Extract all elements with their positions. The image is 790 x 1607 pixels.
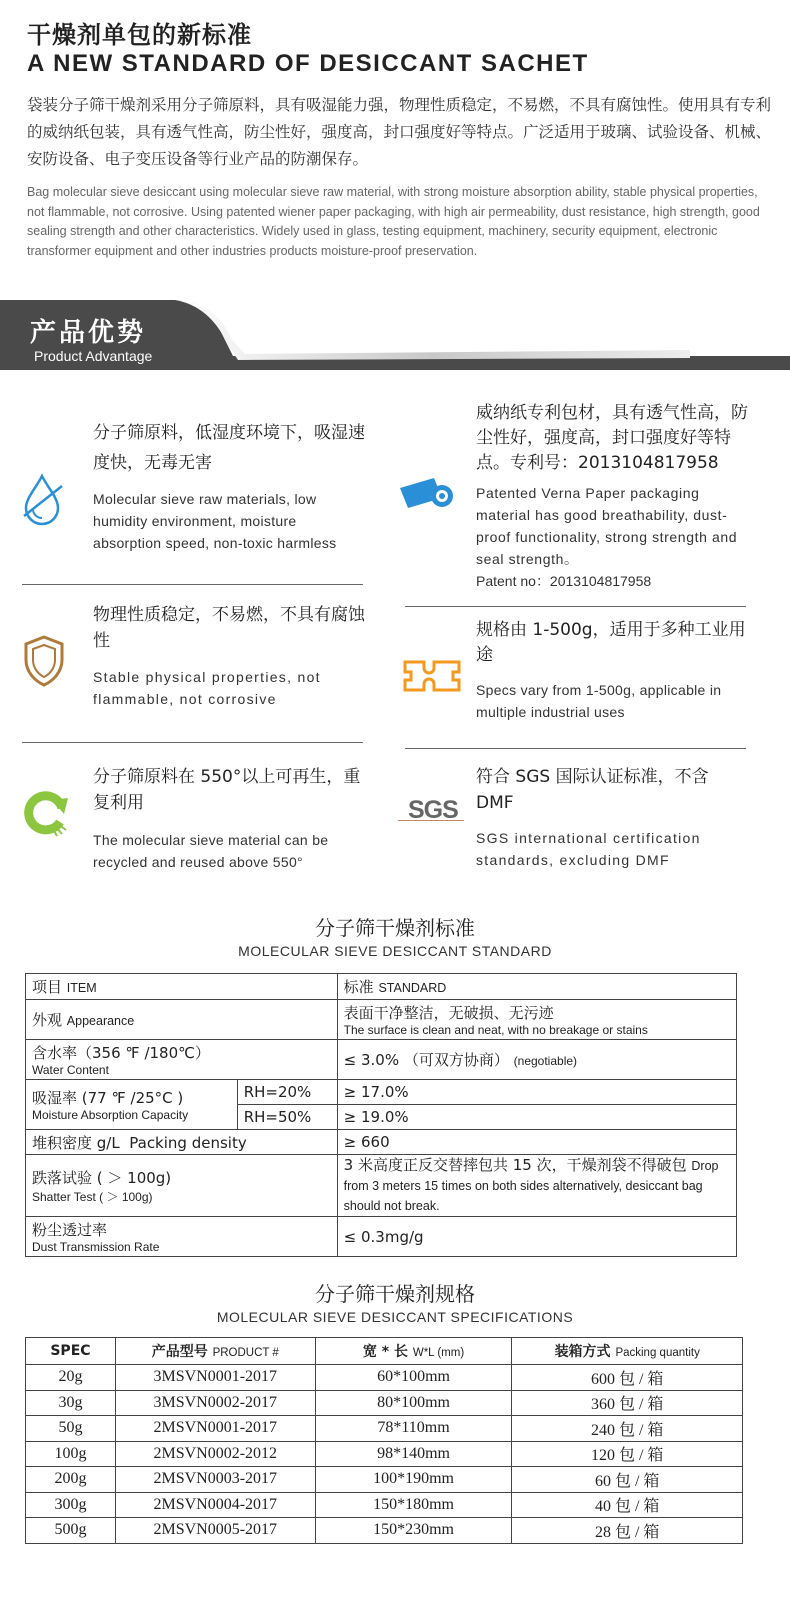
table-header-item: 项目 ITEM [26, 974, 338, 1000]
row-shatter-value: 3 米高度正反交替摔包共 15 次，干燥剂袋不得破包 Drop from 3 meters 15 times on both sides alternatively, desiccant bag should not break. [337, 1155, 736, 1217]
banner-title-cn: 产品优势 [30, 318, 147, 348]
water-drop-icon [20, 472, 66, 528]
standard-title [0, 912, 790, 959]
table-row [26, 974, 737, 1000]
cell-packing: 28 包 / 箱 [512, 1518, 743, 1544]
cell-size: 150*230mm [315, 1518, 512, 1544]
standard-table [25, 973, 737, 1257]
product-advantage-banner [0, 300, 790, 372]
row-appearance-value: 表面干净整洁，无破损、无污迹 The surface is clean and neat, with no breakage or stains [337, 1000, 736, 1040]
specs-table-body [26, 1365, 743, 1544]
banner-title-en: Product Advantage [34, 348, 153, 364]
divider [405, 606, 746, 607]
feature-stable [93, 602, 368, 710]
puzzle-icon [402, 658, 462, 694]
cell-spec: 50g [26, 1416, 116, 1442]
feature-recycle [93, 764, 368, 873]
row-moisture-rh50: RH=50% [237, 1105, 337, 1130]
cell-product: 2MSVN0003-2017 [115, 1467, 315, 1493]
header-size: 宽 * 长 W*L (mm) [315, 1338, 512, 1365]
cell-product: 2MSVN0001-2017 [115, 1416, 315, 1442]
cell-spec: 200g [26, 1467, 116, 1493]
cell-packing: 360 包 / 箱 [512, 1390, 743, 1416]
intro-section [27, 20, 772, 261]
cell-packing: 600 包 / 箱 [512, 1365, 743, 1391]
feature-recycle-en: The molecular sieve material can be recycled and reused above 550° [93, 832, 329, 870]
feature-specs-en: Specs vary from 1-500g, applicable in multiple industrial uses [476, 682, 722, 720]
row-dust-label: 粉尘透过率 Dust Transmission Rate [26, 1217, 338, 1257]
row-shatter-label: 跌落试验 ( ＞ 100g) Shatter Test ( ＞ 100g) [26, 1155, 338, 1217]
feature-recycle-cn: 分子筛原料在 550°以上可再生，重复利用 [93, 767, 361, 813]
cell-size: 78*110mm [315, 1416, 512, 1442]
paper-roll-icon [398, 474, 456, 514]
recycle-icon [22, 786, 70, 838]
cell-product: 2MSVN0004-2017 [115, 1492, 315, 1518]
row-density-value: ≥ 660 [337, 1130, 736, 1155]
row-moisture-label: 吸湿率 (77 ℉ /25°C ) Moisture Absorption Capacity [26, 1080, 238, 1130]
specs-title-cn: 分子筛干燥剂规格 [315, 1282, 475, 1306]
row-density-label: 堆积密度 g/L Packing density [26, 1130, 338, 1155]
intro-title-en: A NEW STANDARD OF DESICCANT SACHET [27, 50, 589, 77]
table-row [26, 1390, 743, 1416]
cell-spec: 30g [26, 1390, 116, 1416]
table-row [26, 1155, 737, 1217]
row-appearance-label: 外观 Appearance [26, 1000, 338, 1040]
divider [22, 742, 363, 743]
feature-paper-cn: 威纳纸专利包材，具有透气性高，防尘性好，强度高，封口强度好等特点。专利号：2013104817958 [476, 403, 748, 473]
table-row [26, 1518, 743, 1544]
cell-packing: 120 包 / 箱 [512, 1441, 743, 1467]
specs-title [0, 1278, 790, 1325]
cell-packing: 40 包 / 箱 [512, 1492, 743, 1518]
row-water-label: 含水率（356 ℉ /180℃） Water Content [26, 1040, 338, 1080]
table-row [26, 1040, 737, 1080]
table-header-row [26, 1338, 743, 1365]
divider [22, 584, 363, 585]
feature-specs [476, 618, 751, 723]
cell-spec: 300g [26, 1492, 116, 1518]
feature-sgs [476, 764, 751, 871]
cell-spec: 500g [26, 1518, 116, 1544]
row-moisture-value-1: ≥ 17.0% [337, 1080, 736, 1105]
cell-product: 3MSVN0002-2017 [115, 1390, 315, 1416]
feature-specs-cn: 规格由 1-500g，适用于多种工业用途 [476, 620, 746, 665]
cell-product: 3MSVN0001-2017 [115, 1365, 315, 1391]
table-row [26, 1416, 743, 1442]
header-product: 产品型号 PRODUCT # [115, 1338, 315, 1365]
cell-size: 150*180mm [315, 1492, 512, 1518]
table-row [26, 1080, 737, 1105]
table-header-standard: 标准 STANDARD [337, 974, 736, 1000]
cell-size: 60*100mm [315, 1365, 512, 1391]
feature-paper-en: Patented Verna Paper packaging material has good breathability, dust-proof functionality, strong strength and seal strength。 [476, 485, 738, 567]
table-row [26, 1441, 743, 1467]
table-row [26, 1000, 737, 1040]
intro-paragraph-en: Bag molecular sieve desiccant using molecular sieve raw material, with strong moisture absorption ability, stable physical properties, not flammable, not corrosive. Using patented wiener paper packaging, with high air permeability, dust resistance, high strength, good sealing strength and other characteristics. Widely used in glass, testing equipment, machinery, security equipment, electronic transformer equipment and other industries products moisture-proof preservation. [27, 185, 760, 258]
feature-stable-cn: 物理性质稳定，不易燃，不具有腐蚀性 [93, 605, 365, 651]
feature-paper-patent: Patent no：2013104817958 [476, 573, 652, 589]
cell-product: 2MSVN0005-2017 [115, 1518, 315, 1544]
table-row [26, 1492, 743, 1518]
feature-sgs-cn: 符合 SGS 国际认证标准，不含 DMF [476, 767, 709, 813]
feature-paper [476, 401, 751, 592]
feature-stable-en: Stable physical properties, not flammable, not corrosive [93, 669, 321, 707]
cell-size: 100*190mm [315, 1467, 512, 1493]
standard-title-cn: 分子筛干燥剂标准 [315, 916, 475, 940]
cell-size: 80*100mm [315, 1390, 512, 1416]
specs-title-en: MOLECULAR SIEVE DESICCANT SPECIFICATIONS [216, 1309, 574, 1325]
intro-paragraph-cn: 袋装分子筛干燥剂采用分子筛原料，具有吸湿能力强，物理性质稳定，不易燃，不具有腐蚀性。使用具有专利的威纳纸包装，具有透气性高，防尘性好，强度高，封口强度好等特点。广泛适用于玻璃、试验设备、机械、安防设备、电子变压设备等行业产品的防潮保存。 [27, 96, 772, 168]
header-packing: 装箱方式 Packing quantity [512, 1338, 743, 1365]
cell-spec: 100g [26, 1441, 116, 1467]
intro-title-cn: 干燥剂单包的新标准 [27, 21, 252, 49]
table-row [26, 1365, 743, 1391]
sgs-logo-icon [398, 796, 464, 830]
row-moisture-rh20: RH=20% [237, 1080, 337, 1105]
row-water-value: ≤ 3.0% （可双方协商） (negotiable) [337, 1040, 736, 1080]
cell-spec: 20g [26, 1365, 116, 1391]
row-moisture-value-2: ≥ 19.0% [337, 1105, 736, 1130]
header-spec: SPEC [26, 1338, 116, 1365]
cell-packing: 60 包 / 箱 [512, 1467, 743, 1493]
table-row [26, 1130, 737, 1155]
sgs-logo-text: SGS [408, 796, 458, 824]
feature-water-cn: 分子筛原料，低湿度环境下，吸湿速度快，无毒无害 [93, 423, 365, 473]
table-row [26, 1217, 737, 1257]
divider [405, 748, 746, 749]
specs-table [25, 1337, 743, 1544]
row-dust-value: ≤ 0.3mg/g [337, 1217, 736, 1257]
cell-packing: 240 包 / 箱 [512, 1416, 743, 1442]
cell-size: 98*140mm [315, 1441, 512, 1467]
shield-icon [22, 634, 66, 688]
feature-sgs-en: SGS international certification standards, excluding DMF [476, 830, 701, 868]
table-row [26, 1467, 743, 1493]
cell-product: 2MSVN0002-2012 [115, 1441, 315, 1467]
feature-water-en: Molecular sieve raw materials, low humidity environment, moisture absorption speed, non-toxic harmless [93, 491, 337, 551]
feature-water [93, 418, 368, 554]
standard-title-en: MOLECULAR SIEVE DESICCANT STANDARD [238, 943, 552, 959]
